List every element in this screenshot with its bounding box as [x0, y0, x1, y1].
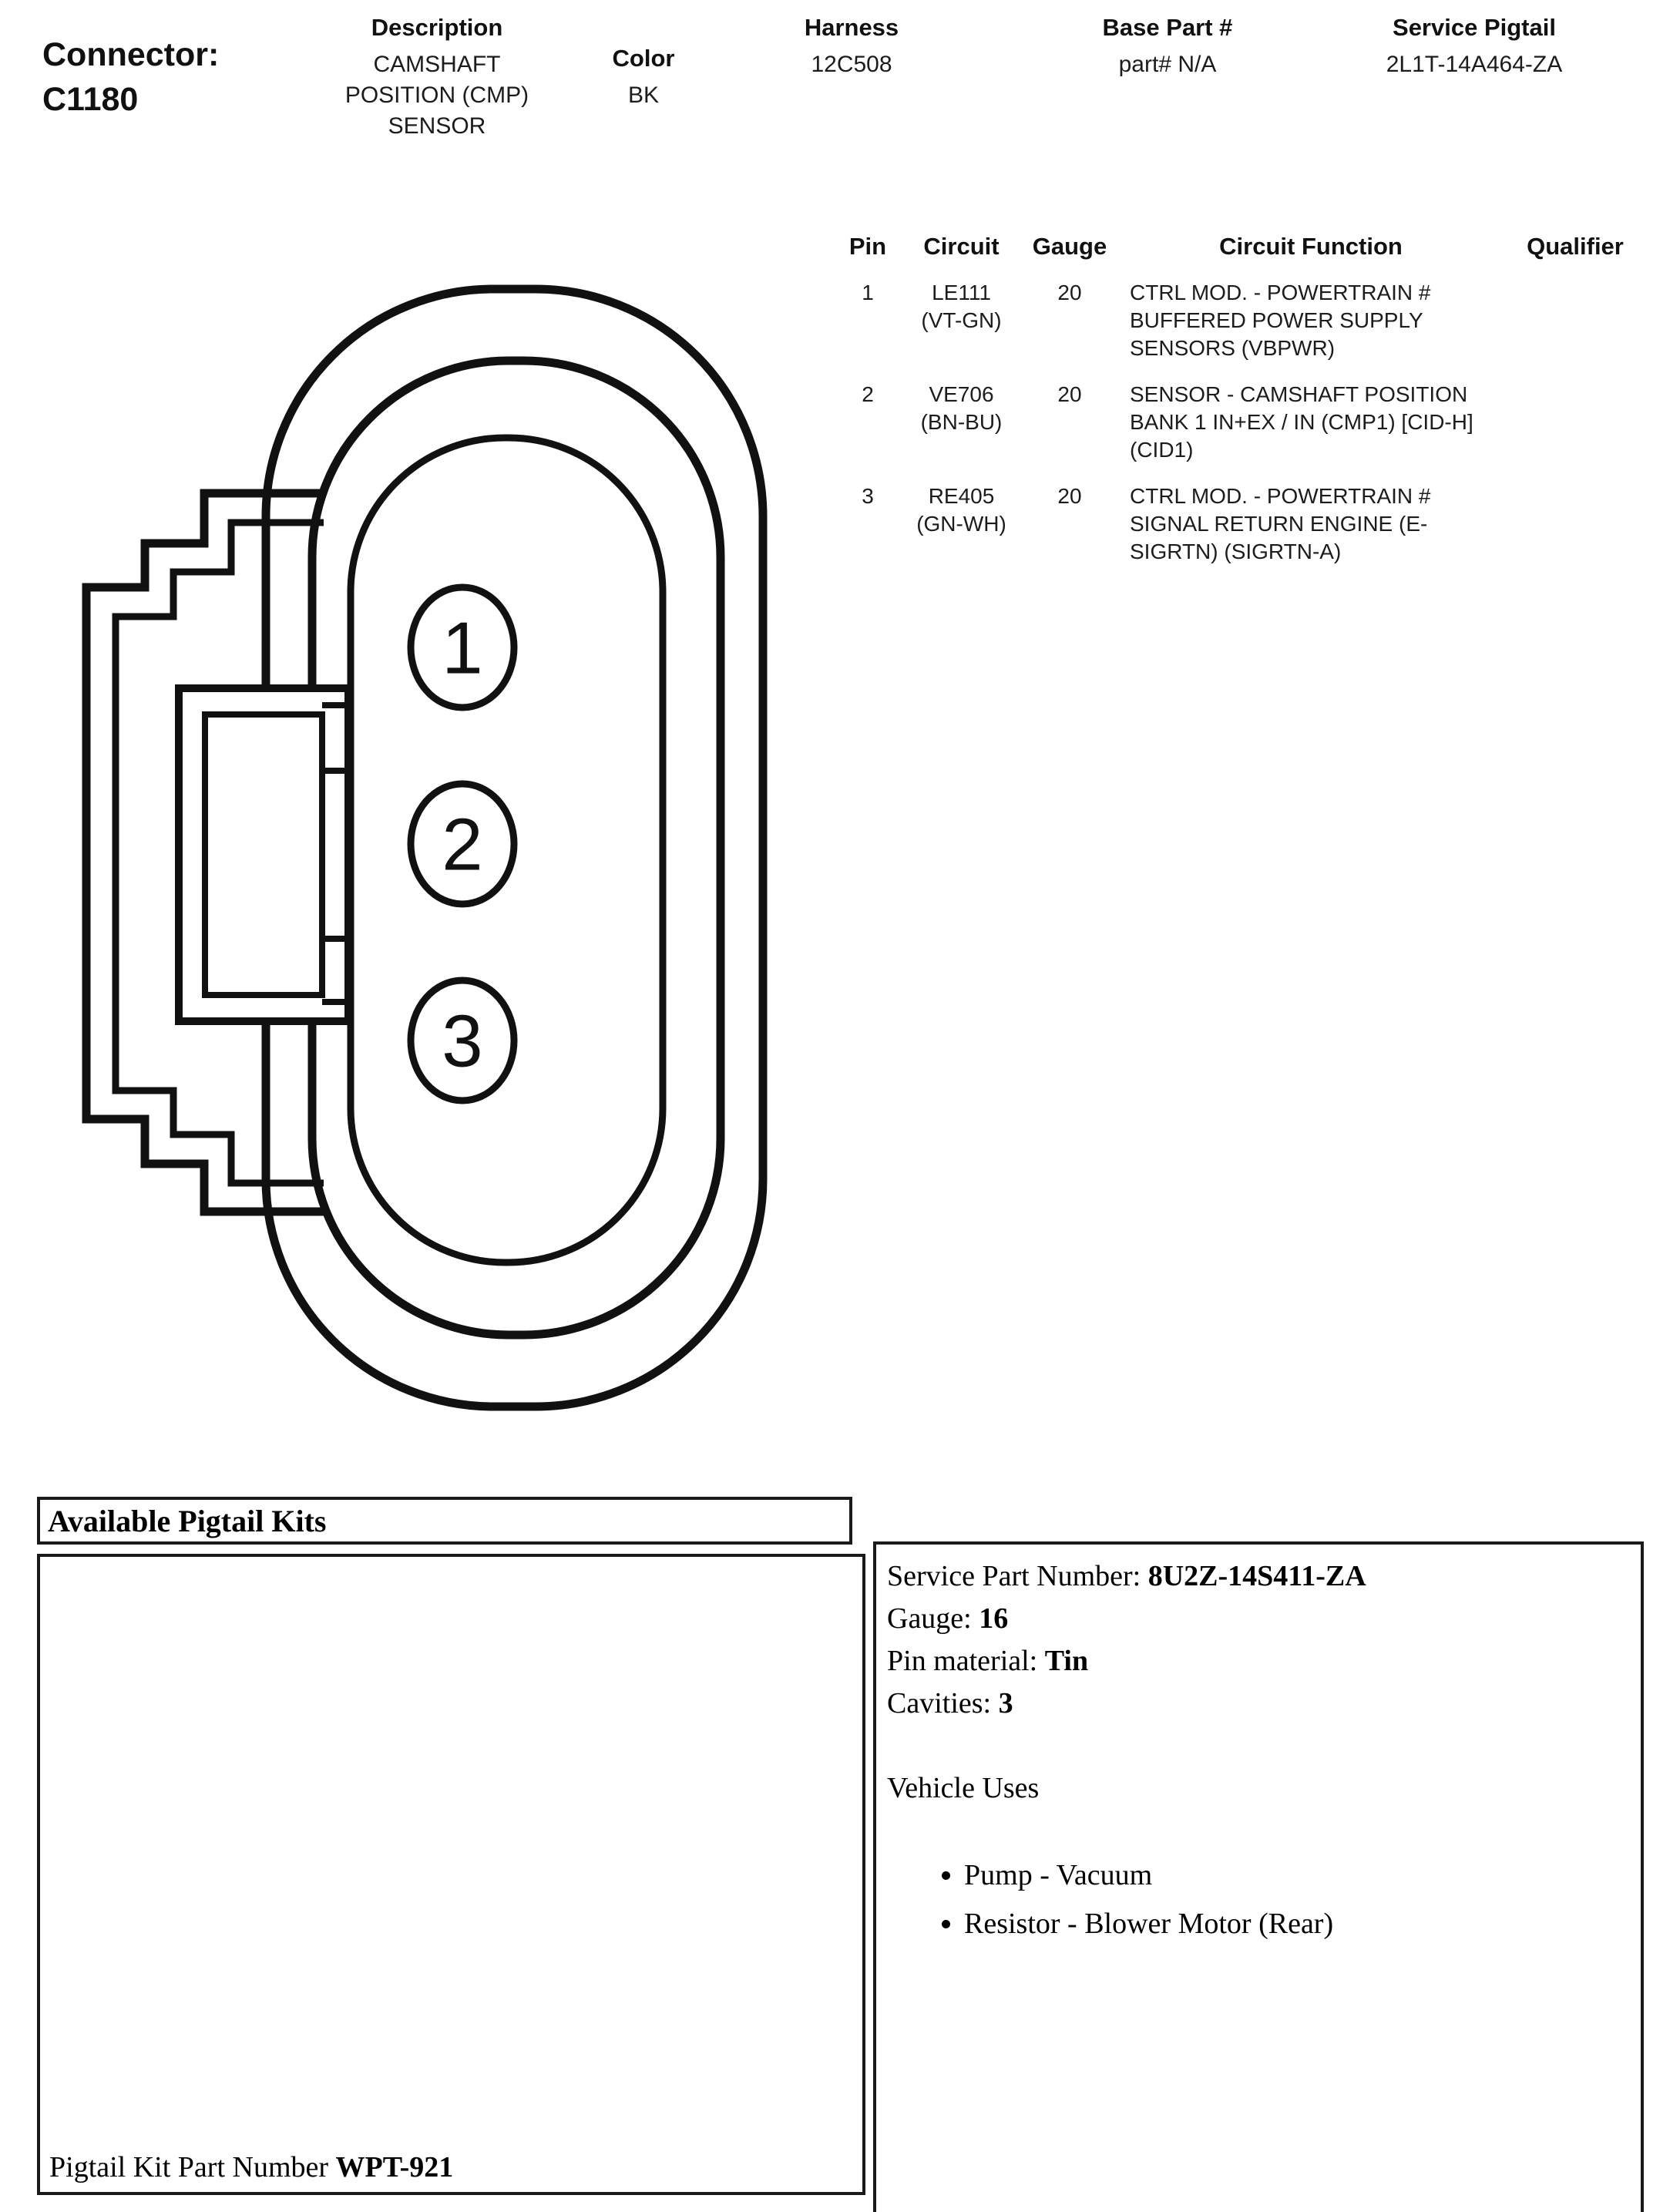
pin-table-header [844, 233, 1649, 261]
connector-title [42, 32, 219, 122]
pin-material-label: Pin material: [887, 1645, 1045, 1677]
circuit-cell [913, 381, 1010, 464]
connector-id: C1180 [42, 81, 139, 118]
header-col-color [586, 45, 701, 111]
circuit-code: VE706 [929, 382, 994, 406]
col-header-qualifier: Qualifier [1527, 233, 1624, 260]
cavities-value: 3 [998, 1687, 1013, 1720]
circuit-function-cell: SENSOR - CAMSHAFT POSITION BANK 1 IN+EX / IN (CMP1) [CID-H] (CID1) [1130, 382, 1473, 462]
color-value: BK [627, 82, 660, 108]
qualifier-cell [1514, 381, 1637, 464]
pin-table [844, 233, 1649, 566]
list-item [964, 1854, 1630, 1897]
qualifier-cell [1514, 279, 1637, 362]
pigtail-kit-part-number-line [49, 2150, 453, 2184]
harness-label: Harness [804, 14, 899, 41]
circuit-code: RE405 [928, 484, 995, 508]
pin-1-label: 1 [442, 607, 483, 690]
circuit-code: LE111 [932, 281, 991, 304]
connector-label: Connector: [42, 36, 220, 73]
header-col-service-pigtail [1339, 14, 1609, 80]
col-header-pin: Pin [848, 233, 887, 260]
service-part-details-box [873, 1541, 1644, 2212]
pin-number: 1 [862, 281, 874, 304]
vehicle-use: Resistor - Blower Motor (Rear) [964, 1908, 1334, 1940]
circuit-wire-color: (BN-BU) [920, 410, 1003, 434]
pin-number: 2 [862, 382, 874, 406]
table-row [844, 482, 1649, 566]
circuit-function-cell: CTRL MOD. - POWERTRAIN # BUFFERED POWER SUPPLY SENSORS (VBPWR) [1130, 281, 1431, 360]
table-row [844, 279, 1649, 362]
gauge-line [887, 1598, 1630, 1640]
base-part-value: part# N/A [1118, 52, 1217, 77]
col-header-gauge: Gauge [1032, 233, 1107, 260]
table-row [844, 381, 1649, 464]
base-part-label: Base Part # [1102, 14, 1233, 41]
color-label: Color [612, 45, 675, 72]
header-col-base-part [1057, 14, 1278, 80]
pin-2-label: 2 [442, 803, 483, 886]
gauge-cell: 20 [1057, 484, 1082, 508]
description-label: Description [371, 14, 503, 41]
header-col-harness [759, 14, 944, 80]
service-part-number-line [887, 1555, 1630, 1598]
service-pigtail-value: 2L1T-14A464-ZA [1386, 52, 1563, 77]
vehicle-uses-list [887, 1854, 1630, 1945]
connector-diagram [54, 270, 809, 1426]
header-col-description [333, 14, 541, 142]
circuit-cell [913, 279, 1010, 362]
cavities-label: Cavities: [887, 1687, 999, 1720]
cavities-line [887, 1683, 1630, 1725]
col-header-circuit: Circuit [923, 233, 1000, 260]
pigtail-kit-box [37, 1554, 865, 2195]
pin-3-label: 3 [442, 1000, 483, 1083]
pin-material-value: Tin [1044, 1645, 1089, 1677]
available-pigtail-kits-title: Available Pigtail Kits [48, 1504, 327, 1538]
pin-number: 3 [862, 484, 874, 508]
service-part-number-value: 8U2Z-14S411-ZA [1147, 1560, 1366, 1592]
service-pigtail-label: Service Pigtail [1393, 14, 1556, 41]
gauge-cell: 20 [1057, 382, 1082, 406]
gauge-cell: 20 [1057, 281, 1082, 304]
gauge-value: 16 [979, 1602, 1009, 1635]
pigtail-kit-part-number-label: Pigtail Kit Part Number [49, 2151, 336, 2183]
col-header-circuit-function: Circuit Function [1219, 233, 1403, 260]
circuit-cell [913, 482, 1010, 566]
pigtail-kit-part-number-value: WPT-921 [335, 2151, 454, 2183]
vehicle-use: Pump - Vacuum [964, 1859, 1153, 1891]
service-part-number-label: Service Part Number: [887, 1560, 1148, 1592]
available-pigtail-kits-header [37, 1497, 852, 1545]
circuit-wire-color: (VT-GN) [921, 308, 1002, 332]
gauge-label: Gauge: [887, 1602, 979, 1635]
list-item [964, 1903, 1630, 1945]
circuit-function-cell: CTRL MOD. - POWERTRAIN # SIGNAL RETURN ENGINE (E-SIGRTN) (SIGRTN-A) [1130, 484, 1431, 563]
description-value: CAMSHAFT POSITION (CMP) SENSOR [344, 52, 529, 139]
qualifier-cell [1514, 482, 1637, 566]
harness-value: 12C508 [811, 52, 892, 77]
pin-material-line [887, 1640, 1630, 1683]
vehicle-uses-title: Vehicle Uses [887, 1772, 1040, 1804]
circuit-wire-color: (GN-WH) [916, 512, 1006, 536]
